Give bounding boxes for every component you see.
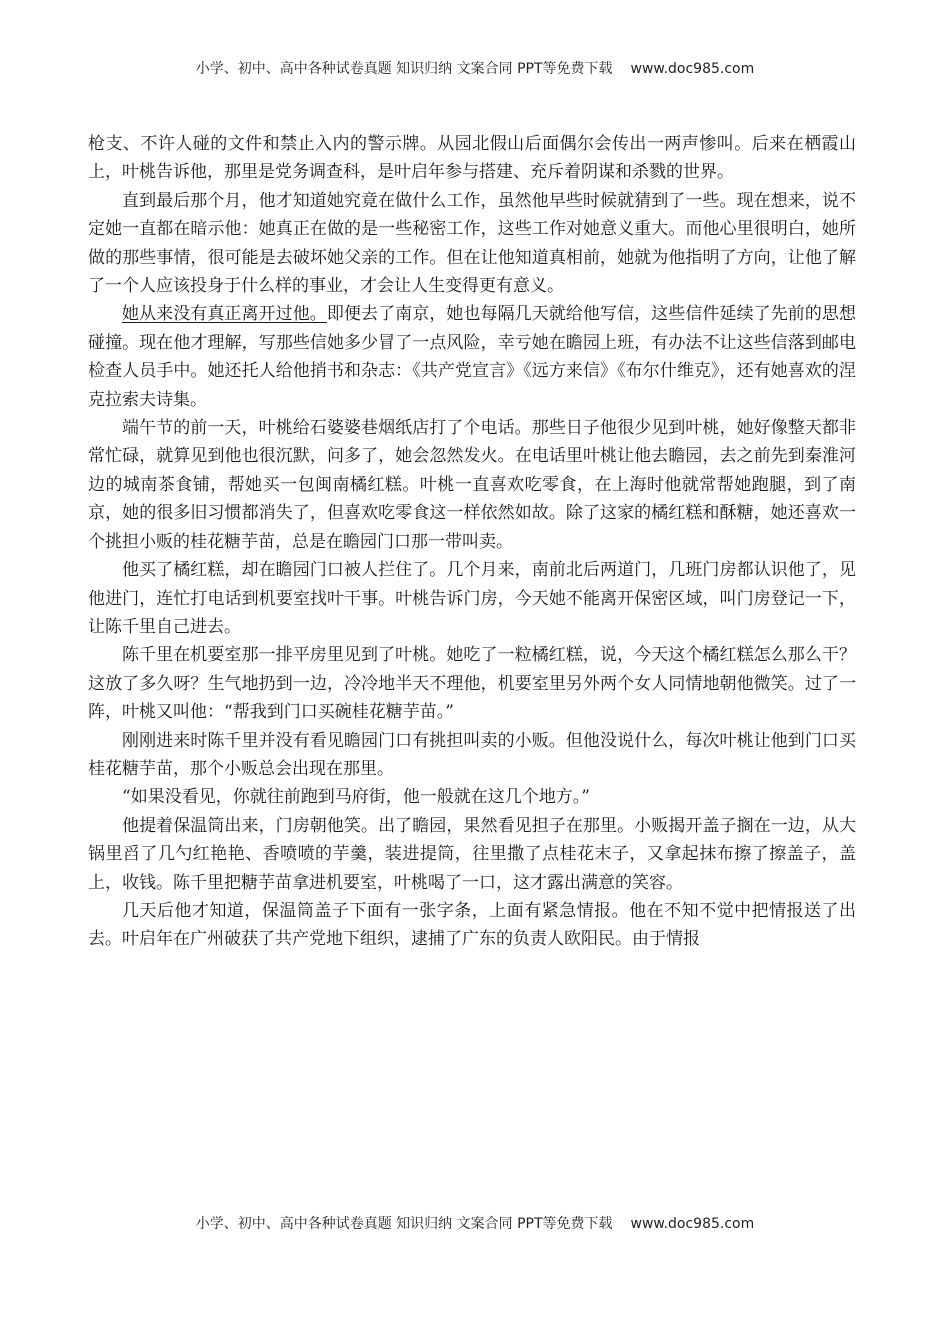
page-footer: [0, 1213, 950, 1233]
paragraph-7: 刚刚进来时陈千里并没有看见瞻园门口有挑担叫卖的小贩。但他没说什么，每次叶桃让他到门口买桂花糖芋苗，那个小贩总会出现在那里。: [88, 730, 856, 779]
paragraph-4: 端午节的前一天，叶桃给石婆婆巷烟纸店打了个电话。那些日子他很少见到叶桃，她好像整天都非常忙碌，就算见到他也很沉默，问多了，她会忽然发火。在电话里叶桃让他去瞻园，去之前先到秦淮河边的城南茶食铺，帮她买一包闽南橘红糕。叶桃一直喜欢吃零食，在上海时他就常帮她跑腿，到了南京，她的很多旧习惯都消失了，但喜欢吃零食这一样依然如故。除了这家的橘红糕和酥糖，她还喜欢一个挑担小贩的桂花糖芋苗，总是在瞻园门口那一带叫卖。: [88, 418, 856, 552]
footer-text: 小学、初中、高中各种试卷真题 知识归纳 文案合同 PPT等免费下载: [195, 1216, 613, 1232]
paragraph-8: “如果没看见，你就往前跑到马府街，他一般就在这几个地方。”: [122, 787, 590, 808]
paragraph-10: 几天后他才知道，保温筒盖子下面有一张字条，上面有紧急情报。他在不知不觉中把情报送了出去。叶启年在广州破获了共产党地下组织，逮捕了广东的负责人欧阳民。由于情报: [88, 900, 856, 950]
underlined-sentence: 她从来没有真正离开过他。: [122, 304, 327, 325]
paragraph-3-rest: 即便去了南京，她也每隔几天就给他写信，这些信件延续了先前的思想碰撞。现在他才理解，写那些信她多少冒了一点风险，幸亏她在瞻园上班，有办法不让这些信落到邮电检查人员手中。她还托人给他捎书和杂志：《共产党宣言》《远方来信》《布尔什维克》，还有她喜欢的涅克拉索夫诗集。: [88, 304, 857, 410]
page-header: [0, 58, 950, 78]
paragraph-6: 陈千里在机要室那一排平房里见到了叶桃。她吃了一粒橘红糕，说，今天这个橘红糕怎么那么干？这放了多久呀？生气地扔到一边，冷冷地半天不理他，机要室里另外两个女人同情地朝他微笑。过了一阵，叶桃又叫他：“帮我到门口买碗桂花糖芋苗。”: [88, 645, 856, 723]
header-text: 小学、初中、高中各种试卷真题 知识归纳 文案合同 PPT等免费下载: [195, 61, 613, 77]
paragraph-5: 他买了橘红糕，却在瞻园门口被人拦住了。几个月来，南前北后两道门，几班门房都认识他了，见他进门，连忙打电话到机要室找叶干事。叶桃告诉门房，今天她不能离开保密区域，叫门房登记一下，让陈千里自己进去。: [88, 560, 856, 637]
header-url[interactable]: www.doc985.com: [630, 61, 755, 77]
footer-url[interactable]: www.doc985.com: [630, 1216, 755, 1232]
paragraph-3: [88, 300, 856, 414]
paragraph-2: 直到最后那个月，他才知道她究竟在做什么工作，虽然他早些时候就猜到了一些。现在想来，说不定她一直都在暗示他：她真正在做的是一些秘密工作，这些工作对她意义重大。而他心里很明白，她所做的那些事情，很可能是去破坏她父亲的工作。但在让他知道真相前，她就为他指明了方向，让他了解了一个人应该投身于什么样的事业，才会让人生变得更有意义。: [88, 190, 856, 297]
article-body: [88, 130, 856, 954]
paragraph-1: 枪支、不许人碰的文件和禁止入内的警示牌。从园北假山后面偶尔会传出一两声惨叫。后来在栖霞山上，叶桃告诉他，那里是党务调查科，是叶启年参与搭建、充斥着阴谋和杀戮的世界。: [88, 134, 856, 183]
paragraph-9: 他提着保温筒出来，门房朝他笑。出了瞻园，果然看见担子在那里。小贩揭开盖子搁在一边，从大锅里舀了几勺红艳艳、香喷喷的芋羹，装进提筒，往里撒了点桂花末子，又拿起抹布擦了擦盖子，盖上，收钱。陈千里把糖芋苗拿进机要室，叶桃喝了一口，这才露出满意的笑容。: [88, 815, 856, 893]
